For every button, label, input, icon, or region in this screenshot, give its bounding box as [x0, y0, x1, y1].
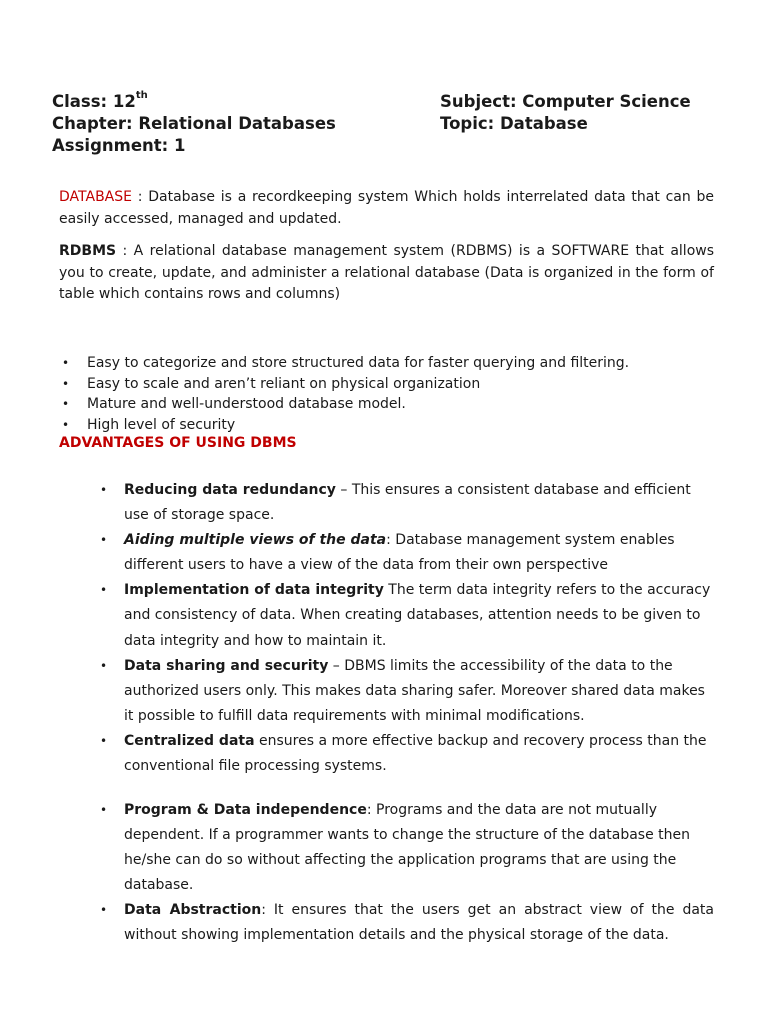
list-item: • Data sharing and security – DBMS limits the accessibility of the data to the authorized users only. This makes data sharing safer. Moreover shared data makes it possible to fulfill data requirements with minimal modifications.	[96, 654, 714, 729]
list-item: • Easy to scale and aren’t reliant on physical organization	[59, 374, 629, 395]
chapter-line: Chapter: Relational Databases	[52, 114, 336, 133]
list-item: • High level of security	[59, 415, 629, 436]
list-item: • Mature and well-understood database model.	[59, 394, 629, 415]
list-item: • Easy to categorize and store structured data for faster querying and filtering.	[59, 353, 629, 374]
rdbms-text: : A relational database management system (RDBMS) is a SOFTWARE that allows you to create, update, and administer a relational database (Data is organized in the form of table which contains rows and columns)	[59, 243, 714, 302]
header-left	[52, 91, 336, 157]
topic-line: Topic: Database	[440, 114, 588, 133]
list-item: • Centralized data ensures a more effective backup and recovery process than the conventional file processing systems.	[96, 729, 714, 779]
class-label: Class: 12	[52, 92, 136, 111]
bullet-icon: •	[62, 376, 70, 391]
list-item: • Program & Data independence: Programs and the data are not mutually dependent. If a programmer wants to change the structure of the database then he/she can do so without affecting the application programs that are using the database.	[96, 798, 714, 898]
bullet-icon: •	[100, 733, 108, 748]
subject-line: Subject: Computer Science	[440, 92, 691, 111]
bullet-icon: •	[100, 658, 108, 673]
bullet-icon: •	[62, 397, 70, 412]
bullet-icon: •	[100, 583, 108, 598]
advantages-list	[96, 478, 714, 779]
rdbms-definition	[59, 241, 714, 306]
database-definition	[59, 187, 714, 230]
advantages-list-continued	[96, 798, 714, 949]
header-right	[440, 91, 691, 135]
bullet-icon: •	[62, 418, 70, 433]
bullet-icon: •	[100, 483, 108, 497]
rdbms-term: RDBMS	[59, 243, 117, 259]
database-text: : Database is a recordkeeping system Which holds interrelated data that can be easily accessed, managed and updated.	[59, 189, 714, 227]
database-term: DATABASE	[59, 189, 132, 205]
bullet-icon: •	[100, 903, 108, 918]
class-superscript: th	[135, 89, 148, 101]
bullet-icon: •	[100, 803, 108, 817]
class-line	[52, 91, 336, 113]
bullet-icon: •	[100, 533, 108, 548]
assignment-line: Assignment: 1	[52, 136, 186, 155]
advantages-heading: ADVANTAGES OF USING DBMS	[59, 435, 297, 451]
list-item: • Implementation of data integrity The term data integrity refers to the accuracy and consistency of data. When creating databases, attention needs to be given to data integrity and how to maintain it.	[96, 578, 714, 653]
list-item: • Data Abstraction: It ensures that the users get an abstract view of the data without showing implementation details and the physical storage of the data.	[96, 898, 714, 948]
bullet-icon: •	[62, 356, 70, 370]
list-item: • Reducing data redundancy – This ensures a consistent database and efficient use of storage space.	[96, 478, 714, 528]
list-item: • Aiding multiple views of the data: Database management system enables different users to have a view of the data from their own perspective	[96, 528, 714, 578]
rdbms-features-list	[59, 353, 629, 436]
